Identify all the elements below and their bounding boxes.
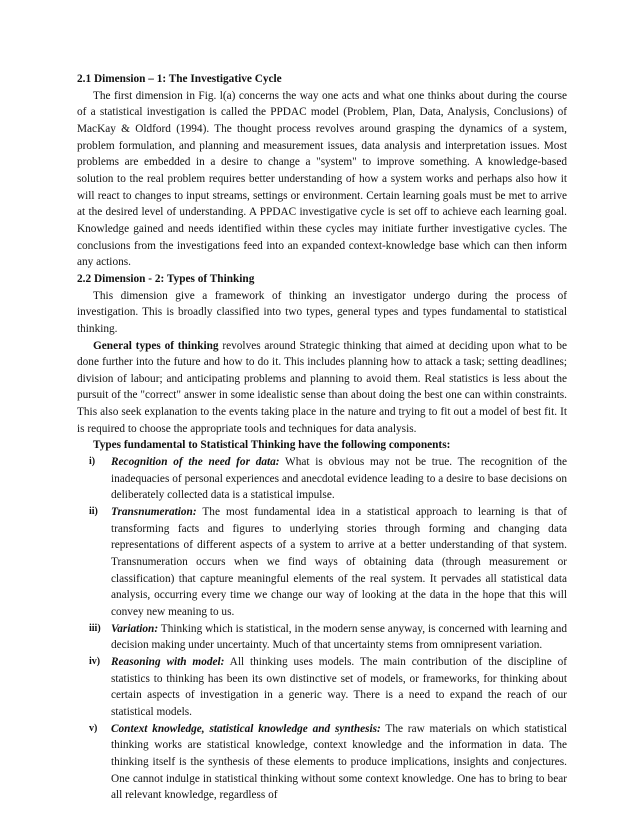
component-item xyxy=(77,621,567,654)
section-heading-types-of-thinking: 2.2 Dimension - 2: Types of Thinking xyxy=(77,272,255,285)
component-text: All thinking uses models. The main contribution of the discipline of statistics to thinking has been its own distinctive set of models, or frameworks, for thinking about certain aspects of investigation in a generic way. There is a need to expand the reach of our statistical models. xyxy=(111,655,567,718)
investigative-cycle-paragraph: The first dimension in Fig. l(a) concerns the way one acts and what one thinks about during the course of a statistical investigation is called the PPDAC model (Problem, Plan, Data, Analysis, Conclusions) of MacKay & Oldford (1994). The thought process revolves around grasping the dynamics of a system, problem formulation, and planning and measurement issues, data analysis and interpretation issues. Most problems are embedded in a desire to change a "system" to improve something. A knowledge-based solution to the real problem requires better understanding of how a system works and perhaps also how it will react to changes to input streams, settings or environment. Certain learning goals must be met to arrive at the desired level of understanding. A PPDAC investigative cycle is set off to achieve each learning goal. Knowledge gained and needs identified within these cycles may initiate further investigative cycles. The conclusions from the investigations feed into an expanded context-knowledge base which can then inform any actions. xyxy=(77,89,567,269)
document-page xyxy=(77,71,567,804)
component-text: Thinking which is statistical, in the modern sense anyway, is concerned with learning and decision making under uncertainty. Much of that uncertainty stems from omnipresent variation. xyxy=(111,622,567,652)
section-heading-investigative-cycle: 2.1 Dimension – 1: The Investigative Cycle xyxy=(77,73,282,85)
types-of-thinking-intro: This dimension give a framework of thinking an investigator undergo during the process of investigation. This is broadly classified into two types, general types and types fundamental to statistical thinking. xyxy=(77,289,567,335)
general-thinking-term: General types of thinking xyxy=(93,339,219,352)
general-thinking-paragraph xyxy=(77,338,567,438)
component-item xyxy=(77,654,567,721)
components-heading: Types fundamental to Statistical Thinking have the following components: xyxy=(93,439,451,452)
component-number: i) xyxy=(89,456,96,468)
component-number: v) xyxy=(89,722,98,734)
component-item xyxy=(77,454,567,504)
component-text: The most fundamental idea in a statistical approach to learning is that of transforming facts and figures to underlying stories through forming and changing data representations of different aspects of a system to arrive at a better understanding of that system. Transnumeration occurs when we find ways of obtaining data (through measurement or classification) that capture meaningful elements of the real system. It pervades all statistical data analysis, occurring every time we change our way of looking at the data in the hope that this will convey new meaning to us. xyxy=(111,506,567,618)
component-text: What is obvious may not be true. The recognition of the inadequacies of personal experiences and anecdotal evidence leading to a desire to base decisions on deliberately collected data is a statistical impulse. xyxy=(111,456,567,502)
components-list xyxy=(77,454,567,804)
component-item xyxy=(77,721,567,804)
component-item xyxy=(77,504,567,621)
component-number: ii) xyxy=(89,506,98,518)
component-term: Variation: xyxy=(111,622,159,635)
general-thinking-text: revolves around Strategic thinking that aimed at deciding upon what to be done further into the future and how to do it. This includes planning how to attack a task; setting deadlines; division of labour; and anticipating problems and planning to avoid them. Real statistics is less about the pursuit of the "correct" answer in some idealistic sense than about doing the best one can within constraints. This also seek explanation to the events taking place in the nature and trying to fit out a model of best fit. It is required to choose the appropriate tools and techniques for data analysis. xyxy=(77,339,567,435)
component-term: Transnumeration: xyxy=(111,506,197,519)
component-term: Reasoning with model: xyxy=(111,655,225,668)
component-text: The raw materials on which statistical thinking works are statistical knowledge, context knowledge and the information in data. The thinking itself is the synthesis of these elements to produce implications, insights and conjectures. One cannot indulge in statistical thinking without some context knowledge. One has to bring to bear all relevant knowledge, regardless of xyxy=(111,722,567,802)
component-term: Context knowledge, statistical knowledge and synthesis: xyxy=(111,722,381,735)
component-number: iii) xyxy=(89,622,101,634)
component-term: Recognition of the need for data: xyxy=(111,456,280,469)
component-number: iv) xyxy=(89,655,101,667)
